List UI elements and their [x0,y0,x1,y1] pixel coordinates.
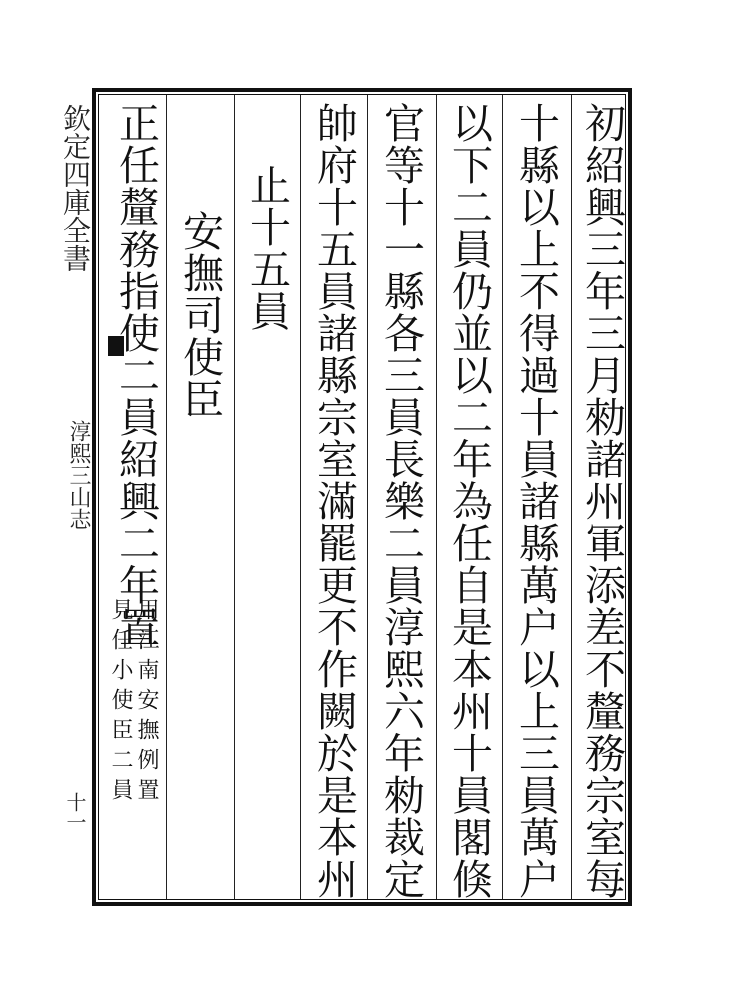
text-column-8: 正任釐務指使二員紹興二年置 [112,102,160,648]
text-column-6: 止十五員 [243,164,291,332]
column-rule [367,95,368,899]
annotation-right: 用江南安撫例置 [134,598,159,808]
text-column-5: 帥府十五員諸縣宗室滿罷更不作闕於是本州 [310,102,358,900]
text-column-4: 官等十一縣各三員長樂二員淳熙六年勑裁定 [377,102,425,900]
margin-book-title: 欽定四庫全書 [59,104,92,272]
column-rule [502,95,503,899]
column-rule [571,95,572,899]
text-column-2: 十縣以上不得過十員諸縣萬户以上三員萬户 [512,102,560,900]
column-rule [436,95,437,899]
column-rule [300,95,301,899]
margin-volume-title: 淳熙三山志 [66,420,91,530]
column-rule [234,95,235,899]
text-column-3: 以下二員仍並以二年為任自是本州十員閣倏 [445,102,493,900]
section-heading: 安撫司使臣 [176,210,224,420]
margin-page-number: 十一 [63,792,87,832]
text-column-1: 初紹興三年三月勑諸州軍添差不釐務宗室每 [578,102,626,900]
column-rule [166,95,167,899]
annotation-left: 見任小使臣二員 [108,598,133,808]
